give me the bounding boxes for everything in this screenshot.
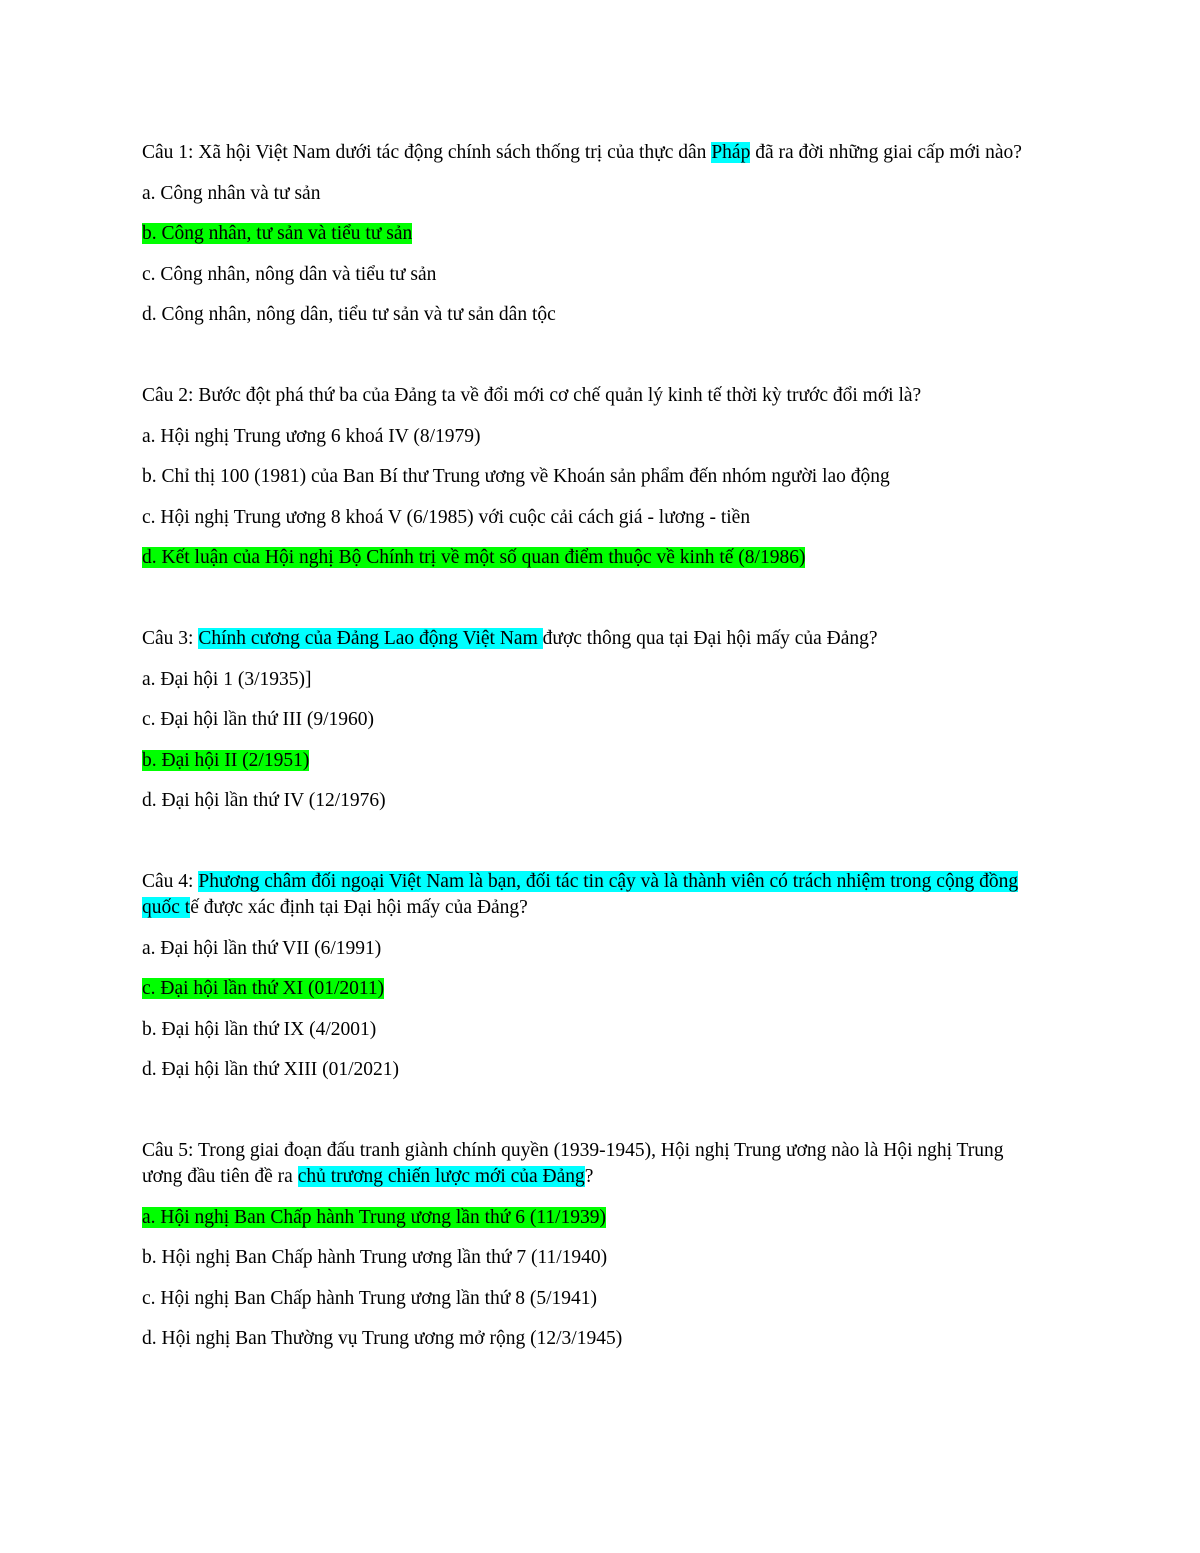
answer-option-text: d. Đại hội lần thứ IV (12/1976) [142,790,386,811]
answer-option [142,424,1047,450]
answer-option-text: c. Hội nghị Trung ương 8 khoá V (6/1985) với cuộc cải cách giá - lương - tiền [142,506,751,528]
answer-option [142,976,1047,1002]
answer-option [142,707,1047,733]
answer-option [142,1326,1047,1352]
answer-option-text: b. Hội nghị Ban Chấp hành Trung ương lần thứ 7 (11/1940) [142,1247,608,1268]
answer-option [142,1017,1047,1043]
answer-option [142,788,1047,814]
answer-option-text: d. Đại hội lần thứ XIII (01/2021) [142,1059,399,1080]
answer-option [142,667,1047,693]
question-text-part: ? [584,1166,594,1187]
answer-option-text: c. Đại hội lần thứ III (9/1960) [142,709,375,730]
answer-option-text: a. Công nhân và tư sản [142,182,321,204]
answer-option [142,464,1047,490]
answer-option-text: d. Hội nghị Ban Thường vụ Trung ương mở rộng (12/3/1945) [142,1328,623,1349]
answer-option [142,505,1047,531]
answer-option-text: b. Đại hội lần thứ IX (4/2001) [142,1018,377,1040]
question-block [142,383,1047,571]
question-prefix: Câu 5: [142,1140,198,1161]
question-text-part: chủ trương chiến lược mới của Đảng [297,1166,585,1187]
question-prefix: Câu 2: [142,385,199,406]
answer-option [142,262,1047,288]
answer-option-text: c. Đại hội lần thứ XI (01/2011) [142,978,385,999]
question-text-part: Chính cương của Đảng Lao động Việt Nam [198,628,543,649]
answer-option-text: c. Hội nghị Ban Chấp hành Trung ương lần thứ 8 (5/1941) [142,1287,598,1309]
answer-option-text: d. Kết luận của Hội nghị Bộ Chính trị về một số quan điểm thuộc về kinh tế (8/1986) [142,547,806,568]
question-prefix: Câu 1: [142,142,199,163]
question-text [142,140,1047,166]
question-block [142,869,1047,1083]
question-text-part: ế được xác định tại Đại hội mấy của Đảng? [190,897,528,918]
answer-option-text: b. Công nhân, tư sản và tiểu tư sản [142,223,413,244]
question-prefix: Câu 4: [142,871,199,892]
answer-option-text: d. Công nhân, nông dân, tiểu tư sản và tư sản dân tộc [142,304,556,325]
answer-option [142,1205,1047,1231]
quiz-content [142,140,1047,1367]
answer-option-text: b. Chỉ thị 100 (1981) của Ban Bí thư Trung ương về Khoán sản phẩm đến nhóm người lao động [142,466,890,487]
answer-option [142,1286,1047,1312]
question-text-part: đã ra đời những giai cấp mới nào? [750,142,1022,163]
question-text-part: Trong giai đoạn đấu tranh giành chính quyền (1939-1945), Hội nghị Trung ương nào là Hội nghị Trung ương đầu tiên đề ra [142,1140,1004,1187]
answer-option [142,936,1047,962]
answer-option-text: a. Hội nghị Trung ương 6 khoá IV (8/1979) [142,425,481,447]
answer-option [142,1057,1047,1083]
answer-option [142,545,1047,571]
question-block [142,1138,1047,1352]
answer-option [142,748,1047,774]
question-text-part: Bước đột phá thứ ba của Đảng ta về đổi mới cơ chế quản lý kinh tế thời kỳ trước đổi mới là? [198,385,922,406]
question-block [142,626,1047,814]
question-text-part: Xã hội Việt Nam dưới tác động chính sách thống trị của thực dân [198,142,712,163]
answer-option [142,302,1047,328]
answer-option-text: c. Công nhân, nông dân và tiểu tư sản [142,263,437,285]
answer-option [142,1245,1047,1271]
question-text [142,626,1047,652]
question-text-part: Phương châm đối ngoại Việt Nam là bạn, đối tác tin cậy và là thành viên có trách nhiệm trong cộng đồng quốc t [142,871,1019,918]
question-prefix: Câu 3: [142,628,199,649]
question-text [142,1138,1047,1190]
question-block [142,140,1047,328]
question-text-part: được thông qua tại Đại hội mấy của Đảng? [542,628,878,649]
answer-option-text: a. Đại hội 1 (3/1935)] [142,668,312,690]
answer-option-text: b. Đại hội II (2/1951) [142,749,310,771]
answer-option [142,181,1047,207]
question-text-part: Pháp [711,142,751,163]
answer-option-text: a. Đại hội lần thứ VII (6/1991) [142,937,382,959]
answer-option-text: a. Hội nghị Ban Chấp hành Trung ương lần thứ 6 (11/1939) [142,1206,607,1228]
answer-option [142,221,1047,247]
question-text [142,869,1047,921]
question-text [142,383,1047,409]
